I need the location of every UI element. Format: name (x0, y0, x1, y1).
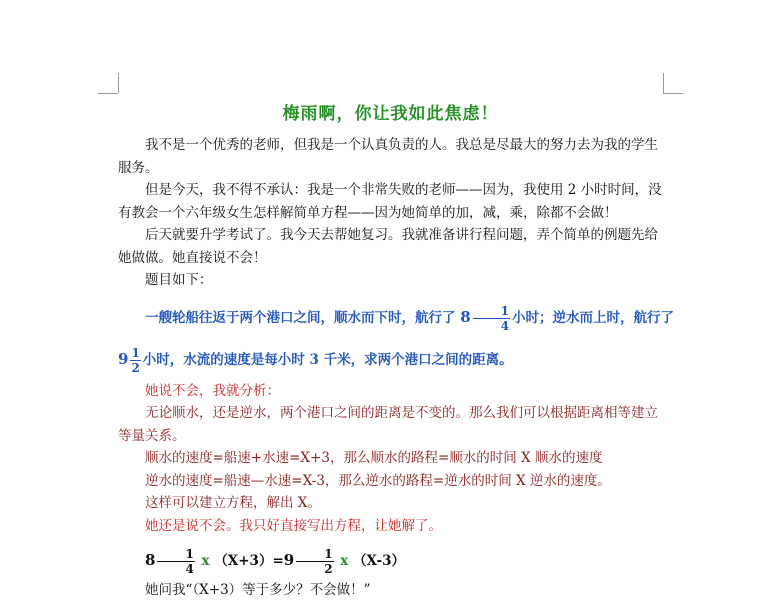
red-line-2: 她还是说不会。我只好直接写出方程，让她解了。 (145, 517, 442, 534)
crop-mark-top-right-h (663, 93, 683, 94)
eq-fraction-2-numerator: 1 (296, 547, 333, 562)
paragraph-1: 我不是一个优秀的老师，但我是一个认真负责的人。我总是尽最大的努力去为我的学生服务。 (118, 137, 658, 176)
paragraph-4: 题目如下： (145, 272, 213, 288)
eq-fraction-1-numerator: 1 (157, 547, 194, 562)
crop-mark-top-right-v (663, 73, 664, 93)
eq-multiply-2: x (340, 553, 349, 569)
eq-multiply-1: x (201, 553, 210, 569)
fraction-2-numerator: 1 (131, 345, 140, 360)
fraction-1-whole: 8 (460, 307, 471, 326)
eq-text-1: （X+3）= (214, 553, 284, 569)
crop-mark-top-left-h (98, 93, 118, 94)
fraction-2-denominator: 2 (131, 360, 140, 375)
fraction-1 (473, 304, 510, 333)
analysis-line-1: 无论顺水，还是逆水，两个港口之间的距离是不变的。那么我们可以根据距离相等建立等量关系。 (118, 405, 658, 444)
document-page (118, 100, 674, 602)
problem-line-2 (118, 338, 663, 380)
eq-fraction-2-denominator: 2 (324, 562, 333, 576)
paragraph-3: 后天就要升学考试了。我今天去帮她复习。我就准备讲行程问题，弄个简单的例题先给她做做。她直接说不会！ (118, 227, 658, 266)
document-title: 梅雨啊，你让我如此焦虑！ (282, 104, 499, 124)
red-line-1: 她说不会，我就分析： (145, 382, 280, 399)
last-line: 她问我“（X+3）等于多少？不会做！” (145, 582, 371, 598)
problem-text-3: 小时，水流的速度是每小时 3 千米，求两个港口之间的距离。 (142, 351, 513, 368)
eq-fraction-2 (296, 547, 333, 576)
analysis-line-2: 顺水的速度=船速+水速=X+3，那么顺水的路程=顺水的时间 X 顺水的速度 (145, 450, 603, 466)
problem-line-1 (118, 296, 674, 338)
eq-whole-1: 8 (145, 551, 156, 569)
problem-text-2: 小时；逆水而上时，航行了 (512, 309, 674, 326)
eq-text-2: （X-3） (353, 553, 406, 569)
crop-mark-top-left-v (118, 73, 119, 93)
fraction-1-denominator: 4 (500, 318, 509, 333)
equation (118, 541, 663, 579)
fraction-1-numerator: 1 (473, 304, 510, 319)
word-problem (118, 296, 674, 380)
eq-whole-2: 9 (283, 551, 295, 569)
paragraph-2: 但是今天，我不得不承认：我是一个非常失败的老师——因为，我使用 2 小时时间，没有教会一个六年级女生怎样解简单方程——因为她简单的加，减，乘，除都不会做！ (118, 182, 662, 221)
eq-fraction-1 (157, 547, 194, 576)
eq-fraction-1-denominator: 4 (185, 562, 194, 576)
fraction-2 (130, 346, 140, 375)
problem-text-1: 一艘轮船往返于两个港口之间，顺水而下时，航行了 (145, 309, 456, 326)
analysis-line-4: 这样可以建立方程，解出 X。 (145, 495, 321, 511)
fraction-2-whole: 9 (118, 349, 129, 368)
analysis-line-3: 逆水的速度=船速—水速=X-3，那么逆水的路程=逆水的时间 X 逆水的速度。 (145, 472, 611, 489)
